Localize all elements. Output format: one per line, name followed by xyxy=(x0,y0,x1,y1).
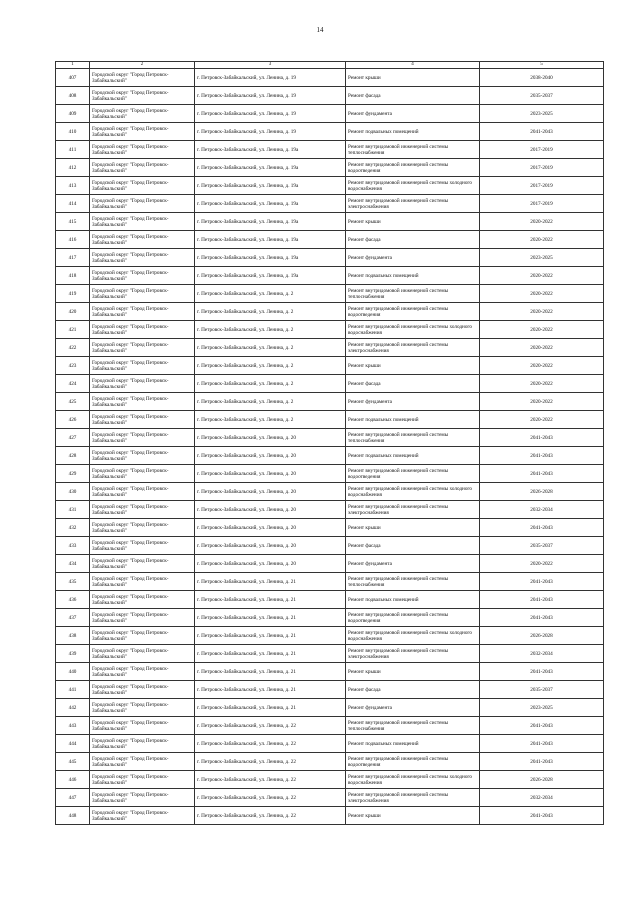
work-type-cell: Ремонт внутридомовой инженерной системы водоотведения xyxy=(346,303,480,321)
address-cell: г. Петровск-Забайкальский, ул. Ленина, д. 20 xyxy=(195,537,346,555)
address-cell: г. Петровск-Забайкальский, ул. Ленина, д. 21 xyxy=(195,609,346,627)
period-cell: 2041-2043 xyxy=(480,519,604,537)
period-cell: 2020-2022 xyxy=(480,339,604,357)
period-cell: 2026-2028 xyxy=(480,627,604,645)
row-number-cell: 422 xyxy=(56,339,90,357)
row-number-cell: 433 xyxy=(56,537,90,555)
owner-cell: Городской округ "Город Петровск-Забайкальский" xyxy=(90,537,195,555)
work-type-cell: Ремонт внутридомовой инженерной системы теплоснабжения xyxy=(346,285,480,303)
table-row xyxy=(56,789,604,807)
table-row xyxy=(56,411,604,429)
address-cell: г. Петровск-Забайкальский, ул. Ленина, д. 20 xyxy=(195,519,346,537)
address-cell: г. Петровск-Забайкальский, ул. Ленина, д. 22 xyxy=(195,807,346,825)
repair-schedule-table xyxy=(55,61,604,825)
row-number-cell: 407 xyxy=(56,69,90,87)
work-type-cell: Ремонт внутридомовой инженерной системы холодного водоснабжения xyxy=(346,771,480,789)
row-number-cell: 421 xyxy=(56,321,90,339)
work-type-cell: Ремонт внутридомовой инженерной системы электроснабжения xyxy=(346,645,480,663)
address-cell: г. Петровск-Забайкальский, ул. Ленина, д. 22 xyxy=(195,753,346,771)
address-cell: г. Петровск-Забайкальский, ул. Ленина, д. 21 xyxy=(195,663,346,681)
owner-cell: Городской округ "Город Петровск-Забайкальский" xyxy=(90,483,195,501)
work-type-cell: Ремонт фасада xyxy=(346,537,480,555)
address-cell: г. Петровск-Забайкальский, ул. Ленина, д. 19а xyxy=(195,231,346,249)
owner-cell: Городской округ "Город Петровск-Забайкальский" xyxy=(90,411,195,429)
row-number-cell: 434 xyxy=(56,555,90,573)
row-number-cell: 445 xyxy=(56,753,90,771)
table-row xyxy=(56,681,604,699)
work-type-cell: Ремонт подвальных помещений xyxy=(346,267,480,285)
period-cell: 2041-2043 xyxy=(480,123,604,141)
period-cell: 2020-2022 xyxy=(480,393,604,411)
work-type-cell: Ремонт крыши xyxy=(346,663,480,681)
period-cell: 2026-2028 xyxy=(480,771,604,789)
address-cell: г. Петровск-Забайкальский, ул. Ленина, д. 2 xyxy=(195,321,346,339)
address-cell: г. Петровск-Забайкальский, ул. Ленина, д. 21 xyxy=(195,591,346,609)
row-number-cell: 432 xyxy=(56,519,90,537)
work-type-cell: Ремонт фасада xyxy=(346,375,480,393)
period-cell: 2041-2043 xyxy=(480,807,604,825)
row-number-cell: 412 xyxy=(56,159,90,177)
row-number-cell: 413 xyxy=(56,177,90,195)
address-cell: г. Петровск-Забайкальский, ул. Ленина, д. 21 xyxy=(195,573,346,591)
table-row xyxy=(56,321,604,339)
owner-cell: Городской округ "Город Петровск-Забайкальский" xyxy=(90,393,195,411)
column-header-3: 3 xyxy=(195,62,346,69)
table-row xyxy=(56,573,604,591)
row-number-cell: 408 xyxy=(56,87,90,105)
work-type-cell: Ремонт крыши xyxy=(346,69,480,87)
work-type-cell: Ремонт внутридомовой инженерной системы холодного водоснабжения xyxy=(346,321,480,339)
owner-cell: Городской округ "Город Петровск-Забайкальский" xyxy=(90,303,195,321)
period-cell: 2020-2022 xyxy=(480,285,604,303)
address-cell: г. Петровск-Забайкальский, ул. Ленина, д. 20 xyxy=(195,447,346,465)
owner-cell: Городской округ "Город Петровск-Забайкальский" xyxy=(90,141,195,159)
address-cell: г. Петровск-Забайкальский, ул. Ленина, д. 21 xyxy=(195,627,346,645)
row-number-cell: 427 xyxy=(56,429,90,447)
period-cell: 2020-2022 xyxy=(480,213,604,231)
row-number-cell: 447 xyxy=(56,789,90,807)
table-row xyxy=(56,213,604,231)
table-row xyxy=(56,447,604,465)
column-header-1: 1 xyxy=(56,62,90,69)
period-cell: 2020-2022 xyxy=(480,303,604,321)
row-number-cell: 446 xyxy=(56,771,90,789)
row-number-cell: 414 xyxy=(56,195,90,213)
row-number-cell: 424 xyxy=(56,375,90,393)
period-cell: 2020-2022 xyxy=(480,267,604,285)
address-cell: г. Петровск-Забайкальский, ул. Ленина, д. 22 xyxy=(195,717,346,735)
owner-cell: Городской округ "Город Петровск-Забайкальский" xyxy=(90,807,195,825)
owner-cell: Городской округ "Город Петровск-Забайкальский" xyxy=(90,321,195,339)
table-row xyxy=(56,357,604,375)
owner-cell: Городской округ "Город Петровск-Забайкальский" xyxy=(90,177,195,195)
row-number-cell: 416 xyxy=(56,231,90,249)
row-number-cell: 420 xyxy=(56,303,90,321)
address-cell: г. Петровск-Забайкальский, ул. Ленина, д. 2 xyxy=(195,339,346,357)
address-cell: г. Петровск-Забайкальский, ул. Ленина, д. 2 xyxy=(195,393,346,411)
owner-cell: Городской округ "Город Петровск-Забайкальский" xyxy=(90,789,195,807)
address-cell: г. Петровск-Забайкальский, ул. Ленина, д. 21 xyxy=(195,699,346,717)
owner-cell: Городской округ "Город Петровск-Забайкальский" xyxy=(90,591,195,609)
work-type-cell: Ремонт фундамента xyxy=(346,393,480,411)
row-number-cell: 444 xyxy=(56,735,90,753)
table-row xyxy=(56,771,604,789)
work-type-cell: Ремонт фундамента xyxy=(346,555,480,573)
owner-cell: Городской округ "Город Петровск-Забайкальский" xyxy=(90,69,195,87)
owner-cell: Городской округ "Город Петровск-Забайкальский" xyxy=(90,465,195,483)
work-type-cell: Ремонт внутридомовой инженерной системы водоотведения xyxy=(346,465,480,483)
period-cell: 2017-2019 xyxy=(480,159,604,177)
owner-cell: Городской округ "Город Петровск-Забайкальский" xyxy=(90,627,195,645)
table-row xyxy=(56,753,604,771)
row-number-cell: 418 xyxy=(56,267,90,285)
row-number-cell: 419 xyxy=(56,285,90,303)
address-cell: г. Петровск-Забайкальский, ул. Ленина, д. 19 xyxy=(195,87,346,105)
row-number-cell: 426 xyxy=(56,411,90,429)
work-type-cell: Ремонт подвальных помещений xyxy=(346,411,480,429)
owner-cell: Городской округ "Город Петровск-Забайкальский" xyxy=(90,213,195,231)
work-type-cell: Ремонт подвальных помещений xyxy=(346,591,480,609)
owner-cell: Городской округ "Город Петровск-Забайкальский" xyxy=(90,771,195,789)
table-row xyxy=(56,267,604,285)
owner-cell: Городской округ "Город Петровск-Забайкальский" xyxy=(90,267,195,285)
period-cell: 2020-2022 xyxy=(480,231,604,249)
table-row xyxy=(56,231,604,249)
work-type-cell: Ремонт внутридомовой инженерной системы теплоснабжения xyxy=(346,429,480,447)
owner-cell: Городской округ "Город Петровск-Забайкальский" xyxy=(90,519,195,537)
column-header-4: 4 xyxy=(346,62,480,69)
column-header-2: 2 xyxy=(90,62,195,69)
work-type-cell: Ремонт крыши xyxy=(346,807,480,825)
table-body xyxy=(56,69,604,825)
table-row xyxy=(56,375,604,393)
owner-cell: Городской округ "Город Петровск-Забайкальский" xyxy=(90,735,195,753)
period-cell: 2032-2034 xyxy=(480,501,604,519)
period-cell: 2038-2040 xyxy=(480,69,604,87)
address-cell: г. Петровск-Забайкальский, ул. Ленина, д. 19а xyxy=(195,249,346,267)
row-number-cell: 440 xyxy=(56,663,90,681)
row-number-cell: 425 xyxy=(56,393,90,411)
table-row xyxy=(56,393,604,411)
work-type-cell: Ремонт внутридомовой инженерной системы электроснабжения xyxy=(346,501,480,519)
period-cell: 2041-2043 xyxy=(480,591,604,609)
owner-cell: Городской округ "Город Петровск-Забайкальский" xyxy=(90,573,195,591)
header-row xyxy=(56,62,604,69)
table-row xyxy=(56,555,604,573)
work-type-cell: Ремонт крыши xyxy=(346,213,480,231)
period-cell: 2020-2022 xyxy=(480,357,604,375)
owner-cell: Городской округ "Город Петровск-Забайкальский" xyxy=(90,285,195,303)
work-type-cell: Ремонт фундамента xyxy=(346,699,480,717)
table-row xyxy=(56,69,604,87)
owner-cell: Городской округ "Город Петровск-Забайкальский" xyxy=(90,357,195,375)
owner-cell: Городской округ "Город Петровск-Забайкальский" xyxy=(90,339,195,357)
table-row xyxy=(56,483,604,501)
table-row xyxy=(56,303,604,321)
owner-cell: Городской округ "Город Петровск-Забайкальский" xyxy=(90,753,195,771)
owner-cell: Городской округ "Город Петровск-Забайкальский" xyxy=(90,429,195,447)
table-row xyxy=(56,501,604,519)
table-row xyxy=(56,177,604,195)
address-cell: г. Петровск-Забайкальский, ул. Ленина, д. 21 xyxy=(195,681,346,699)
owner-cell: Городской округ "Город Петровск-Забайкальский" xyxy=(90,501,195,519)
work-type-cell: Ремонт фундамента xyxy=(346,105,480,123)
owner-cell: Городской округ "Город Петровск-Забайкальский" xyxy=(90,249,195,267)
table-row xyxy=(56,339,604,357)
work-type-cell: Ремонт внутридомовой инженерной системы электроснабжения xyxy=(346,339,480,357)
row-number-cell: 417 xyxy=(56,249,90,267)
address-cell: г. Петровск-Забайкальский, ул. Ленина, д. 19 xyxy=(195,123,346,141)
row-number-cell: 439 xyxy=(56,645,90,663)
address-cell: г. Петровск-Забайкальский, ул. Ленина, д. 22 xyxy=(195,771,346,789)
period-cell: 2023-2025 xyxy=(480,105,604,123)
period-cell: 2035-2037 xyxy=(480,681,604,699)
row-number-cell: 428 xyxy=(56,447,90,465)
table-row xyxy=(56,285,604,303)
address-cell: г. Петровск-Забайкальский, ул. Ленина, д. 2 xyxy=(195,285,346,303)
row-number-cell: 429 xyxy=(56,465,90,483)
row-number-cell: 411 xyxy=(56,141,90,159)
table-header xyxy=(56,62,604,69)
address-cell: г. Петровск-Забайкальский, ул. Ленина, д. 20 xyxy=(195,429,346,447)
owner-cell: Городской округ "Город Петровск-Забайкальский" xyxy=(90,375,195,393)
work-type-cell: Ремонт внутридомовой инженерной системы водоотведения xyxy=(346,609,480,627)
address-cell: г. Петровск-Забайкальский, ул. Ленина, д. 20 xyxy=(195,465,346,483)
work-type-cell: Ремонт внутридомовой инженерной системы электроснабжения xyxy=(346,195,480,213)
table-row xyxy=(56,159,604,177)
owner-cell: Городской округ "Город Петровск-Забайкальский" xyxy=(90,159,195,177)
table-row xyxy=(56,735,604,753)
table-row xyxy=(56,123,604,141)
table-row xyxy=(56,699,604,717)
table-row xyxy=(56,87,604,105)
address-cell: г. Петровск-Забайкальский, ул. Ленина, д. 2 xyxy=(195,357,346,375)
owner-cell: Городской округ "Город Петровск-Забайкальский" xyxy=(90,195,195,213)
table-row xyxy=(56,807,604,825)
address-cell: г. Петровск-Забайкальский, ул. Ленина, д. 22 xyxy=(195,735,346,753)
period-cell: 2041-2043 xyxy=(480,735,604,753)
table-row xyxy=(56,105,604,123)
work-type-cell: Ремонт внутридомовой инженерной системы холодного водоснабжения xyxy=(346,483,480,501)
row-number-cell: 438 xyxy=(56,627,90,645)
address-cell: г. Петровск-Забайкальский, ул. Ленина, д. 22 xyxy=(195,789,346,807)
address-cell: г. Петровск-Забайкальский, ул. Ленина, д. 20 xyxy=(195,501,346,519)
table-row xyxy=(56,537,604,555)
owner-cell: Городской округ "Город Петровск-Забайкальский" xyxy=(90,663,195,681)
period-cell: 2017-2019 xyxy=(480,177,604,195)
address-cell: г. Петровск-Забайкальский, ул. Ленина, д. 19а xyxy=(195,195,346,213)
row-number-cell: 409 xyxy=(56,105,90,123)
table-row xyxy=(56,249,604,267)
column-header-5: 5 xyxy=(480,62,604,69)
table-row xyxy=(56,627,604,645)
address-cell: г. Петровск-Забайкальский, ул. Ленина, д. 19а xyxy=(195,141,346,159)
work-type-cell: Ремонт внутридомовой инженерной системы холодного водоснабжения xyxy=(346,177,480,195)
address-cell: г. Петровск-Забайкальский, ул. Ленина, д. 19а xyxy=(195,159,346,177)
work-type-cell: Ремонт подвальных помещений xyxy=(346,447,480,465)
period-cell: 2032-2034 xyxy=(480,645,604,663)
row-number-cell: 443 xyxy=(56,717,90,735)
row-number-cell: 436 xyxy=(56,591,90,609)
address-cell: г. Петровск-Забайкальский, ул. Ленина, д. 19а xyxy=(195,213,346,231)
table-row xyxy=(56,465,604,483)
address-cell: г. Петровск-Забайкальский, ул. Ленина, д. 19 xyxy=(195,105,346,123)
table-row xyxy=(56,519,604,537)
table-row xyxy=(56,429,604,447)
row-number-cell: 415 xyxy=(56,213,90,231)
row-number-cell: 430 xyxy=(56,483,90,501)
work-type-cell: Ремонт подвальных помещений xyxy=(346,735,480,753)
owner-cell: Городской округ "Город Петровск-Забайкальский" xyxy=(90,87,195,105)
address-cell: г. Петровск-Забайкальский, ул. Ленина, д. 2 xyxy=(195,303,346,321)
period-cell: 2020-2022 xyxy=(480,555,604,573)
work-type-cell: Ремонт внутридомовой инженерной системы электроснабжения xyxy=(346,789,480,807)
owner-cell: Городской округ "Город Петровск-Забайкальский" xyxy=(90,123,195,141)
row-number-cell: 442 xyxy=(56,699,90,717)
period-cell: 2026-2028 xyxy=(480,483,604,501)
period-cell: 2020-2022 xyxy=(480,411,604,429)
owner-cell: Городской округ "Город Петровск-Забайкальский" xyxy=(90,609,195,627)
period-cell: 2017-2019 xyxy=(480,195,604,213)
address-cell: г. Петровск-Забайкальский, ул. Ленина, д. 20 xyxy=(195,555,346,573)
work-type-cell: Ремонт внутридомовой инженерной системы теплоснабжения xyxy=(346,141,480,159)
address-cell: г. Петровск-Забайкальский, ул. Ленина, д. 20 xyxy=(195,483,346,501)
work-type-cell: Ремонт внутридомовой инженерной системы теплоснабжения xyxy=(346,717,480,735)
period-cell: 2035-2037 xyxy=(480,87,604,105)
row-number-cell: 448 xyxy=(56,807,90,825)
period-cell: 2041-2043 xyxy=(480,717,604,735)
work-type-cell: Ремонт внутридомовой инженерной системы водоотведения xyxy=(346,753,480,771)
work-type-cell: Ремонт фасада xyxy=(346,681,480,699)
row-number-cell: 431 xyxy=(56,501,90,519)
table-row xyxy=(56,609,604,627)
table-row xyxy=(56,717,604,735)
row-number-cell: 441 xyxy=(56,681,90,699)
work-type-cell: Ремонт крыши xyxy=(346,357,480,375)
work-type-cell: Ремонт фасада xyxy=(346,231,480,249)
period-cell: 2041-2043 xyxy=(480,429,604,447)
address-cell: г. Петровск-Забайкальский, ул. Ленина, д. 21 xyxy=(195,645,346,663)
table-row xyxy=(56,645,604,663)
period-cell: 2041-2043 xyxy=(480,609,604,627)
period-cell: 2035-2037 xyxy=(480,537,604,555)
work-type-cell: Ремонт подвальных помещений xyxy=(346,123,480,141)
owner-cell: Городской округ "Город Петровск-Забайкальский" xyxy=(90,645,195,663)
period-cell: 2041-2043 xyxy=(480,465,604,483)
period-cell: 2020-2022 xyxy=(480,375,604,393)
work-type-cell: Ремонт фундамента xyxy=(346,249,480,267)
work-type-cell: Ремонт крыши xyxy=(346,519,480,537)
table-row xyxy=(56,663,604,681)
table-row xyxy=(56,195,604,213)
page-number: 14 xyxy=(316,26,324,34)
address-cell: г. Петровск-Забайкальский, ул. Ленина, д. 19а xyxy=(195,267,346,285)
owner-cell: Городской округ "Город Петровск-Забайкальский" xyxy=(90,105,195,123)
period-cell: 2023-2025 xyxy=(480,249,604,267)
period-cell: 2020-2022 xyxy=(480,321,604,339)
work-type-cell: Ремонт фасада xyxy=(346,87,480,105)
row-number-cell: 423 xyxy=(56,357,90,375)
period-cell: 2032-2034 xyxy=(480,789,604,807)
row-number-cell: 435 xyxy=(56,573,90,591)
owner-cell: Городской округ "Город Петровск-Забайкальский" xyxy=(90,699,195,717)
period-cell: 2017-2019 xyxy=(480,141,604,159)
owner-cell: Городской округ "Город Петровск-Забайкальский" xyxy=(90,717,195,735)
period-cell: 2041-2043 xyxy=(480,447,604,465)
owner-cell: Городской округ "Город Петровск-Забайкальский" xyxy=(90,555,195,573)
owner-cell: Городской округ "Город Петровск-Забайкальский" xyxy=(90,231,195,249)
period-cell: 2041-2043 xyxy=(480,573,604,591)
table-row xyxy=(56,591,604,609)
work-type-cell: Ремонт внутридомовой инженерной системы водоотведения xyxy=(346,159,480,177)
period-cell: 2041-2043 xyxy=(480,753,604,771)
work-type-cell: Ремонт внутридомовой инженерной системы теплоснабжения xyxy=(346,573,480,591)
row-number-cell: 437 xyxy=(56,609,90,627)
address-cell: г. Петровск-Забайкальский, ул. Ленина, д. 19 xyxy=(195,69,346,87)
work-type-cell: Ремонт внутридомовой инженерной системы холодного водоснабжения xyxy=(346,627,480,645)
period-cell: 2023-2025 xyxy=(480,699,604,717)
table-row xyxy=(56,141,604,159)
address-cell: г. Петровск-Забайкальский, ул. Ленина, д. 19а xyxy=(195,177,346,195)
address-cell: г. Петровск-Забайкальский, ул. Ленина, д. 2 xyxy=(195,411,346,429)
row-number-cell: 410 xyxy=(56,123,90,141)
owner-cell: Городской округ "Город Петровск-Забайкальский" xyxy=(90,681,195,699)
period-cell: 2041-2043 xyxy=(480,663,604,681)
owner-cell: Городской округ "Город Петровск-Забайкальский" xyxy=(90,447,195,465)
address-cell: г. Петровск-Забайкальский, ул. Ленина, д. 2 xyxy=(195,375,346,393)
